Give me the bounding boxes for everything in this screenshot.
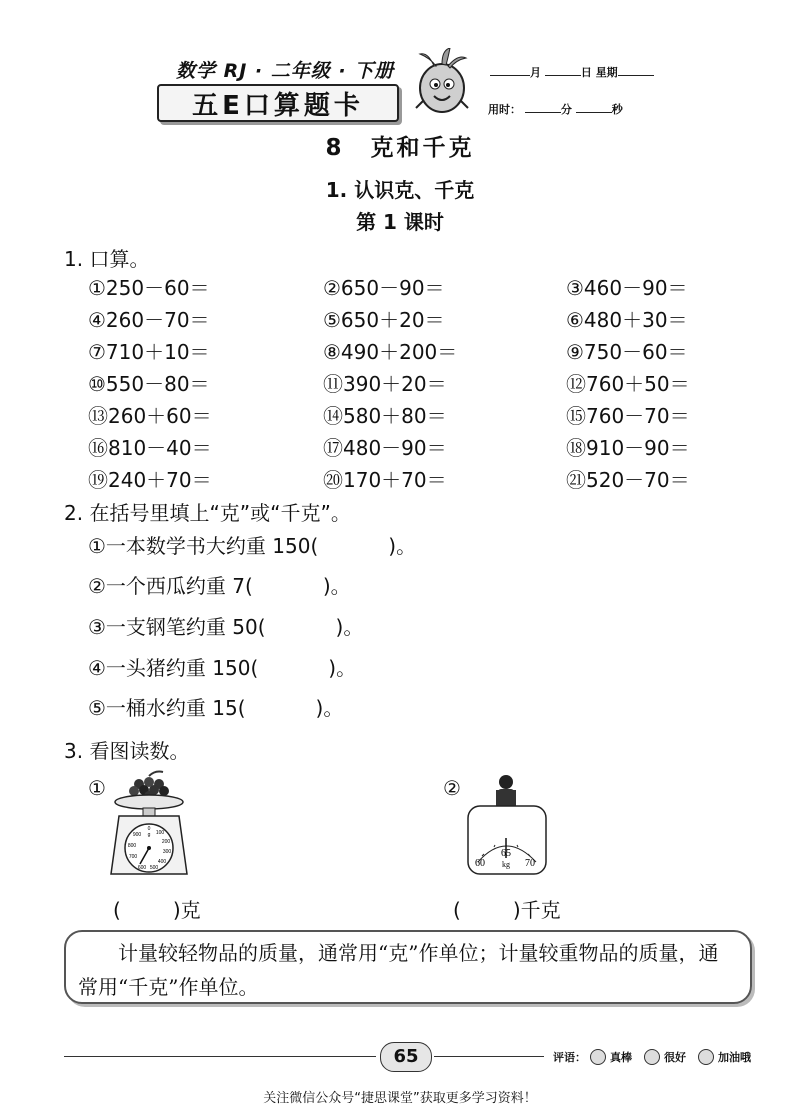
dial-number: 100: [155, 830, 165, 836]
weekday-label: 星期: [595, 66, 618, 79]
dial-number: 500: [149, 865, 159, 871]
minute-label: 分: [560, 103, 572, 116]
evaluation-bar: [553, 1049, 751, 1065]
footer-divider-right: [434, 1056, 544, 1057]
date-line: [490, 64, 654, 80]
dial-number: 600: [137, 865, 147, 871]
calc-item: ④260－70＝: [88, 308, 210, 332]
q3-heading: 3. 看图读数。: [64, 739, 190, 763]
dial-unit: g: [147, 832, 151, 838]
time-label: 用时：: [488, 103, 521, 116]
dial-number: 300: [162, 849, 172, 855]
dial-number: 800: [127, 843, 137, 849]
dial-number: 0: [147, 826, 151, 832]
fill-item-2: ②一个西瓜约重 7( )。: [88, 574, 351, 598]
body-scale-figure: [466, 770, 550, 878]
calc-item: ㉑520－70＝: [566, 468, 690, 492]
promo-text: 关注微信公众号“捷思课堂”获取更多学习资料！: [263, 1091, 537, 1106]
figure1-answer: ( )克: [113, 898, 201, 922]
calc-item: ⑫760＋50＝: [566, 372, 690, 396]
scale-number: 65: [501, 848, 511, 859]
calc-item: ⑱910－90＝: [566, 436, 690, 460]
lesson-subtitle: 第 1 课时: [356, 210, 444, 234]
cheer-face-icon[interactable]: [698, 1049, 714, 1065]
weekday-blank[interactable]: [618, 64, 654, 76]
fill-item-5: ⑤一桶水约重 15( )。: [88, 696, 344, 720]
calc-item: ⑳170＋70＝: [323, 468, 447, 492]
figure1-label: ①: [88, 776, 106, 800]
brand-title: 五E口算题卡: [157, 84, 399, 122]
unit-title: 8 克和千克: [325, 135, 475, 161]
eval-option[interactable]: 加油哦: [718, 1051, 751, 1064]
dial-number: 900: [132, 832, 142, 838]
calc-item: ⑭580＋80＝: [323, 404, 447, 428]
mascot-icon: [410, 48, 474, 120]
month-blank[interactable]: [490, 64, 530, 76]
fill-item-3: ③一支钢笔约重 50( )。: [88, 615, 364, 639]
calc-item: ⑯810－40＝: [88, 436, 212, 460]
second-label: 秒: [611, 103, 623, 116]
scale-number: 70: [525, 858, 535, 869]
eval-label: 评语：: [553, 1051, 586, 1064]
fill-item-1: ①一本数学书大约重 150( )。: [88, 534, 417, 558]
day-blank[interactable]: [545, 64, 581, 76]
dial-number: 700: [128, 854, 138, 860]
calc-item: ⑲240＋70＝: [88, 468, 212, 492]
calc-item: ②650－90＝: [323, 276, 445, 300]
calc-item: ⑬260＋60＝: [88, 404, 212, 428]
figure2-label: ②: [443, 776, 461, 800]
eval-option[interactable]: 真棒: [610, 1051, 632, 1064]
scale-unit: kg: [502, 860, 510, 869]
figure2-answer: ( )千克: [453, 898, 561, 922]
good-face-icon[interactable]: [644, 1049, 660, 1065]
calc-item: ⑪390＋20＝: [323, 372, 447, 396]
calc-item: ⑦710＋10＝: [88, 340, 210, 364]
lesson-title: 1. 认识克、千克: [325, 178, 475, 202]
calc-item: ⑤650＋20＝: [323, 308, 445, 332]
q2-heading: 2. 在括号里填上“克”或“千克”。: [64, 501, 351, 525]
subject-label: 数学 RJ · 二年级 · 下册: [176, 60, 395, 82]
eval-option[interactable]: 很好: [664, 1051, 686, 1064]
page-number: 65: [380, 1042, 432, 1072]
footer-divider-left: [64, 1056, 376, 1057]
great-face-icon[interactable]: [590, 1049, 606, 1065]
calc-item: ⑨750－60＝: [566, 340, 688, 364]
day-label: 日: [580, 66, 592, 79]
fill-item-4: ④一头猪约重 150( )。: [88, 656, 357, 680]
minute-blank[interactable]: [525, 101, 561, 113]
calc-item: ⑩550－80＝: [88, 372, 210, 396]
scale-number: 60: [475, 858, 485, 869]
month-label: 月: [530, 66, 541, 79]
q1-heading: 1. 口算。: [64, 247, 150, 271]
note-text: 计量较轻物品的质量，通常用“克”作单位；计量较重物品的质量，通常用“千克”作单位。: [78, 941, 719, 999]
calc-item: ⑧490＋200＝: [323, 340, 458, 364]
time-line: [488, 101, 623, 117]
calc-item: ③460－90＝: [566, 276, 688, 300]
calc-item: ⑰480－90＝: [323, 436, 447, 460]
kitchen-scale-figure: [105, 770, 195, 878]
calc-item: ⑥480＋30＝: [566, 308, 688, 332]
second-blank[interactable]: [576, 101, 612, 113]
calc-item: ⑮760－70＝: [566, 404, 690, 428]
calc-item: ①250－60＝: [88, 276, 210, 300]
dial-number: 400: [157, 859, 167, 865]
dial-number: 200: [161, 839, 171, 845]
